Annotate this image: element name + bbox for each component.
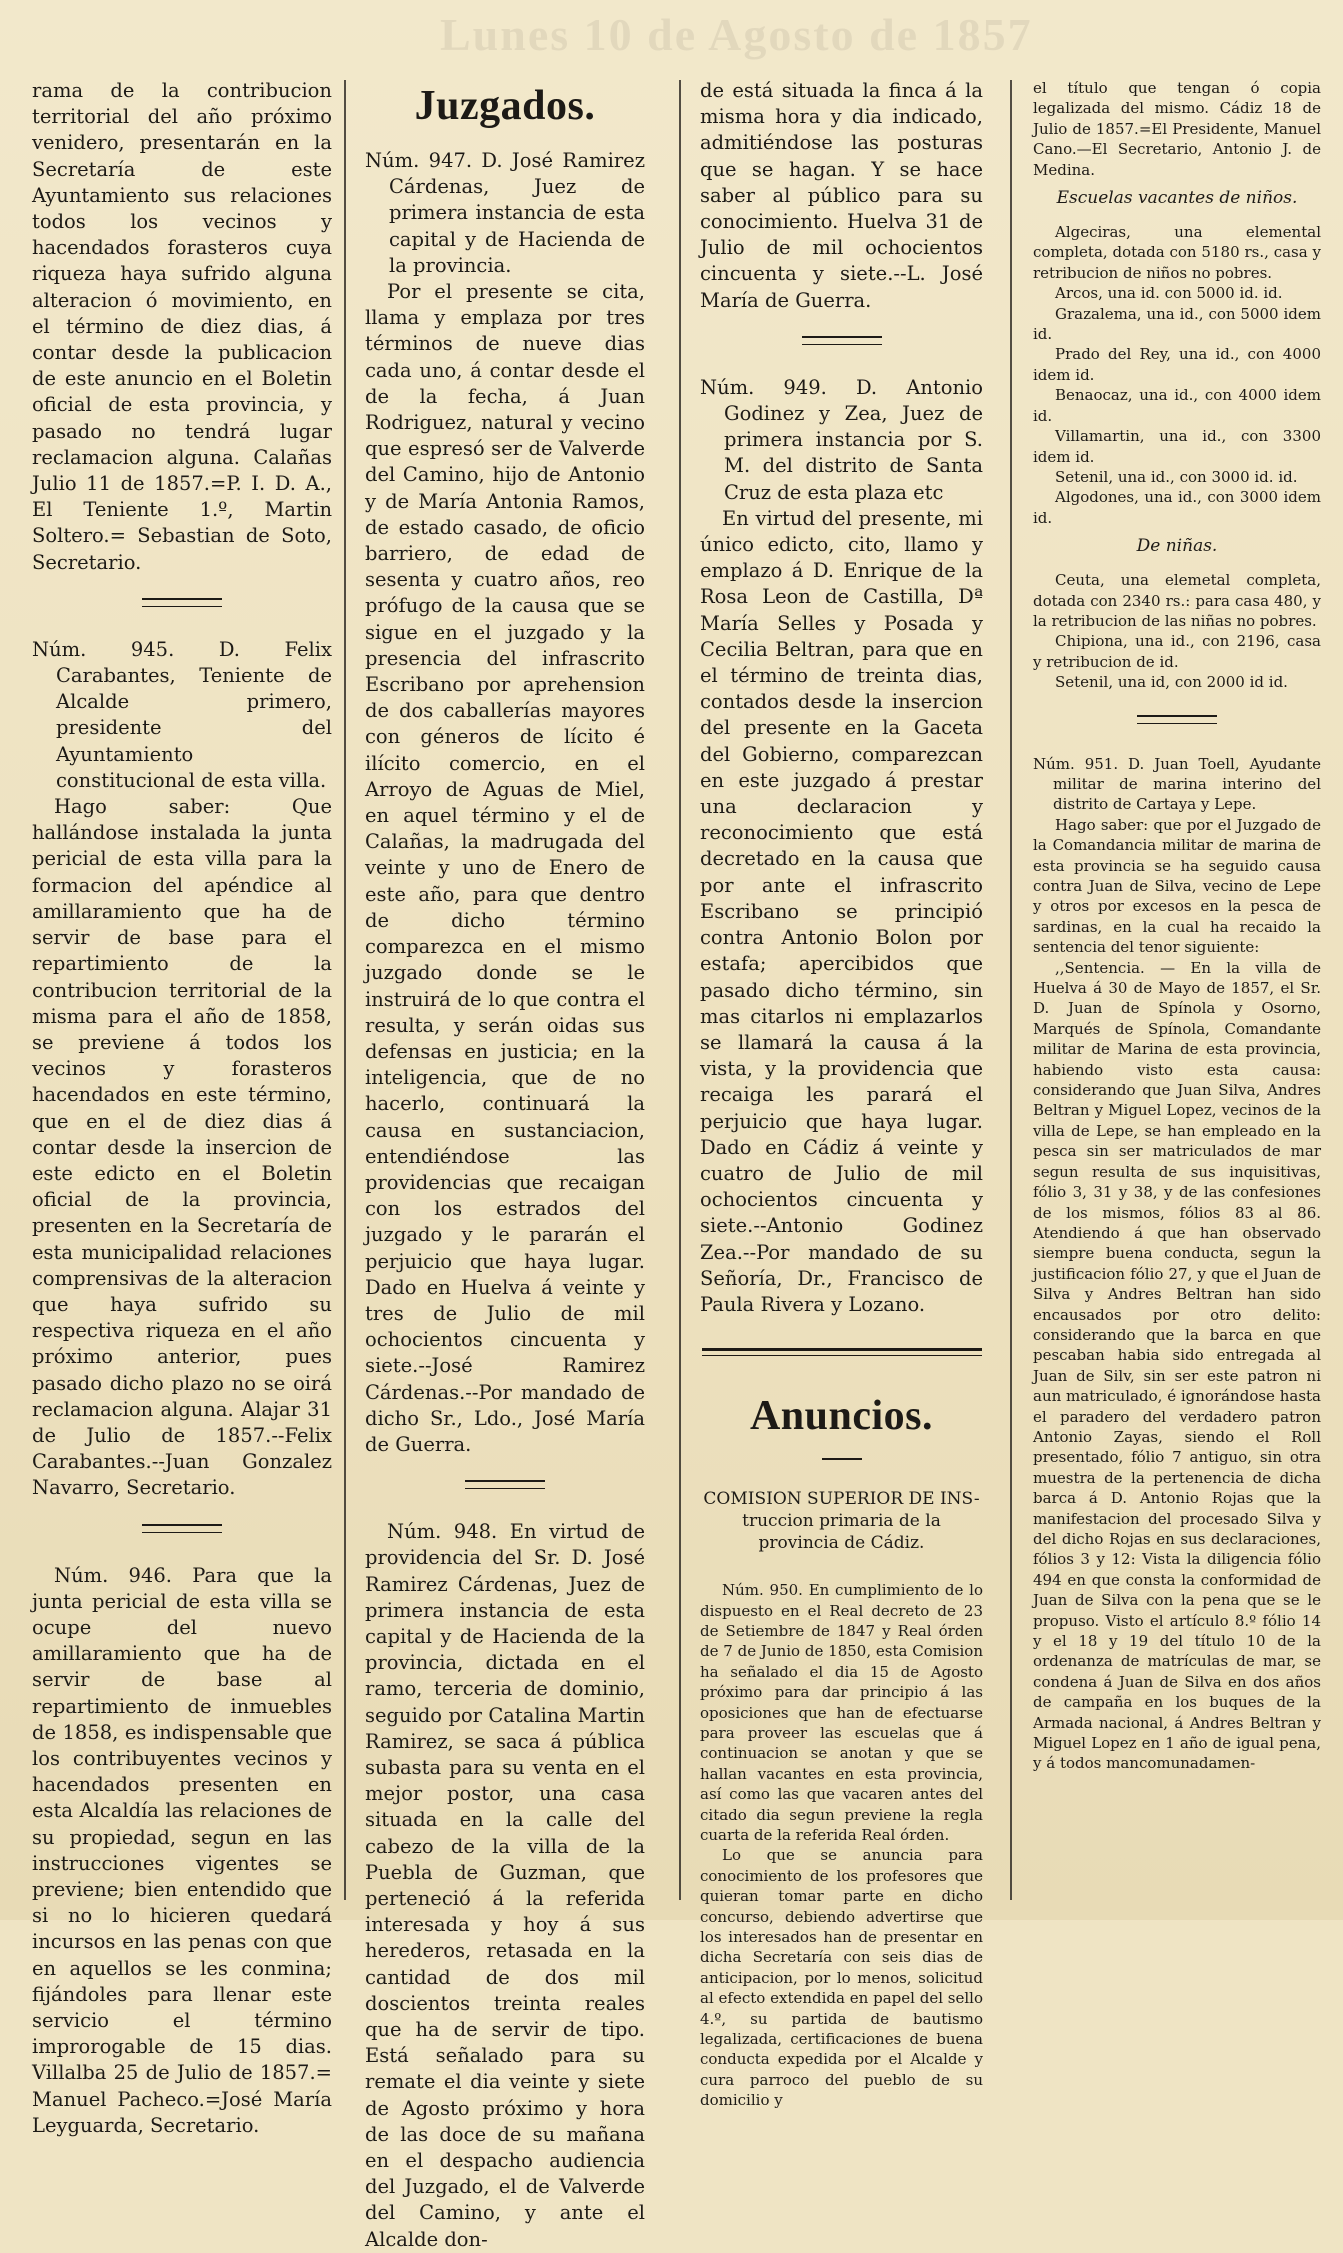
column-rule-2 xyxy=(679,80,681,1900)
notice-949-body: En virtud del presente, mi único edicto, cito, llamo y emplazo á D. Enrique de la Rosa Leon de Castilla, Dª María Selles y Posada y Cecilia Beltran, para que en el término de treinta dias, contados desde la insercion del presente en la Gaceta del Gobierno, comparezcan en este juzgado á prestar una declaracion y reconocimiento que está decretado en la causa que por ante el infrascrito Escribano se principió contra Antonio Bolon por estafa; apercibidos que pasado dicho término, sin mas citarlos ni emplazarlos se llamará la causa á la vista, y la providencia que recaiga les parará el perjuicio que haya lugar. Dado en Cádiz á veinte y cuatro de Julio de mil ochocientos cincuenta y siete.--Antonio Godinez Zea.--Por mandado de su Señoría, Dr., Francisco de Paula Rivera y Lozano. xyxy=(700,506,983,1316)
notice-950-p1: Núm. 950. En cumplimiento de lo dispuesto en el Real decreto de 23 de Setiembre de 1847 y Real órden de 7 de Junio de 1850, esta Comision ha señalado el dia 15 de Agosto próximo para dar principio á las oposiciones que han de efectuarse para proveer las escuelas que á continuacion se anotan y que se hallan vacantes en esta provincia, así como las que vacaren antes del citado dia segun previene la regla cuarta de la referida Real órden. xyxy=(700,1581,983,1845)
section-header-juzgados: Juzgados. xyxy=(414,83,596,129)
column-2 xyxy=(365,78,645,2251)
calanas-notice-tail: rama de la contribucion territorial del año próximo venidero, presentarán en la Secretaría de este Ayuntamiento sus relaciones todos los vecinos y hacendados forasteros cuya riqueza haya sufrido alguna alteracion ó movimiento, en el término de diez dias, á contar desde la publicacion de este anuncio en el Boletin oficial de esta provincia, y pasado no tendrá lugar reclamacion alguna. Calañas Julio 11 de 1857.=P. I. D. A., El Teniente 1.º, Martin Soltero.= Sebastian de Soto, Secretario. xyxy=(32,79,332,574)
vacancy-item: Prado del Rey, una id., con 4000 idem id. xyxy=(1033,345,1321,384)
vacancy-item: Setenil, una id., con 3000 id. id. xyxy=(1055,467,1298,486)
vacancy-item: Ceuta, una elemetal completa, dotada con 2340 rs.: para casa 480, y la retribucion de las niñas no pobres. xyxy=(1033,571,1321,630)
notice-951-heading: Núm. 951. D. Juan Toell, Ayudante militar de marina interino del distrito de Cartaya y Lepe. xyxy=(1033,754,1321,814)
comision-title xyxy=(700,1488,983,1554)
vacancy-item: Algodones, una id., con 3000 idem id. xyxy=(1033,488,1321,527)
masthead-bleed-through: Lunes 10 de Agosto de 1857 xyxy=(440,9,1033,60)
short-rule xyxy=(822,1458,862,1460)
vacancy-item: Villamartin, una id., con 3300 idem id. xyxy=(1033,427,1321,466)
notice-950-tail: el título que tengan ó copia legalizada del mismo. Cádiz 18 de Julio de 1857.=El Presidente, Manuel Cano.—El Secretario, Antonio J. de Medina. xyxy=(1033,79,1321,179)
subheading-ninas: De niñas. xyxy=(1136,536,1218,557)
notice-948-tail: de está situada la finca á la misma hora y dia indicado, admitiéndose las posturas que se hagan. Y se hace saber al público para su conocimiento. Huelva 31 de Julio de mil ochocientos cincuenta y siete.--L. José María de Guerra. xyxy=(700,79,983,312)
notice-948: Núm. 948. En virtud de providencia del Sr. D. José Ramirez Cárdenas, Juez de primera instancia de esta capital y de Hacienda de la provincia, dictada en el ramo, terceria de dominio, seguido por Catalina Martin Ramirez, se saca á pública subasta para su venta en el mejor postor, una casa situada en la calle del cabezo de la villa de la Puebla de Guzman, que perteneció á la referida interesada y hoy á sus herederos, retasada en la cantidad de dos mil doscientos treinta reales que ha de servir de tipo. Está señalado para su remate el dia veinte y siete de Agosto próximo y hora de las doce de su mañana en el despacho audiencia del Juzgado, el de Valverde del Camino, y ante el Alcalde don- xyxy=(365,1520,645,2251)
comision-title-line-2: truccion primaria de la provincia de Cádiz. xyxy=(742,1511,941,1554)
separator-rule xyxy=(142,598,222,607)
vacancy-item: Setenil, una id, con 2000 id id. xyxy=(1055,673,1288,692)
notice-951-p1: Hago saber: que por el Juzgado de la Comandancia militar de marina de esta provincia se ha seguido causa contra Juan de Silva, vecino de Lepe y otros por excesos en la pesca de sardinas, en la cual ha recaido la sentencia del tenor siguiente: xyxy=(1033,815,1321,957)
notice-947-body: Por el presente se cita, llama y emplaza por tres términos de nueve dias cada uno, á contar desde el de la fecha, á Juan Rodriguez, natural y vecino que espresó ser de Valverde del Camino, hijo de Antonio y de María Antonia Ramos, de estado casado, de oficio barriero, de edad de sesenta y cuatro años, reo prófugo de la causa que se sigue en el juzgado y la presencia del infrascrito Escribano por aprehension de dos caballerías mayores con géneros de lícito é ilícito comercio, en el Arroyo de Aguas de Miel, en aquel término y el de Calañas, la madrugada del veinte y uno de Enero de este año, para que dentro de dicho término comparezca en el mismo juzgado donde se le instruirá de lo que contra el resulta, y serán oidas sus defensas en justicia; en la inteligencia, que de no hacerlo, continuará la causa en sustanciacion, entendiéndose las providencias que recaigan con los estrados del juzgado y le pararán el perjuicio que haya lugar. Dado en Huelva á veinte y tres de Julio de mil ochocientos cincuenta y siete.--José Ramirez Cárdenas.--Por mandado de dicho Sr., Ldo., José María de Guerra. xyxy=(365,280,645,1456)
notice-945-heading: Núm. 945. D. Felix Carabantes, Teniente de Alcalde primero, presidente del Ayuntamiento constitucional de esta villa. xyxy=(32,637,332,792)
separator-rule xyxy=(1137,715,1217,724)
column-4 xyxy=(1033,78,1321,1908)
separator-rule xyxy=(802,336,882,345)
column-rule-3 xyxy=(1010,80,1012,1900)
notice-946: Núm. 946. Para que la junta pericial de esta villa se ocupe del nuevo amillaramiento que ha de servir de base al repartimiento de inmuebles de 1858, es indispensable que los contribuyentes vecinos y hacendados presenten en esta Alcaldía las relaciones de su propiedad, segun en las instrucciones vigentes se previene; bien entendido que si no lo hicieren quedará incursos en las penas con que en aquellos se les conmina; fijándoles para llenar este servicio el término improrogable de 15 dias. Villalba 25 de Julio de 1857.= Manuel Pacheco.=José María Leyguarda, Secretario. xyxy=(32,1563,332,2137)
notice-947-heading: Núm. 947. D. José Ramirez Cárdenas, Juez de primera instancia de esta capital y de Hacienda de la provincia. xyxy=(365,149,645,277)
comision-title-line-1: COMISION SUPERIOR DE INS- xyxy=(703,1489,980,1510)
section-header-anuncios: Anuncios. xyxy=(749,1393,934,1440)
notice-950-p2: Lo que se anuncia para conocimiento de los profesores que quieran tomar parte en dicho concurso, debiendo advertirse que los interesados han de presentar en dicha Secretaría con seis dias de anticipacion, por lo menos, solicitud al efecto extendida en papel del sello 4.º, su partida de bautismo legalizada, certificaciones de buena conducta expedida por el Alcalde y cura parroco del pueblo de su domicilio y xyxy=(700,1846,983,2110)
subheading-ninos: Escuelas vacantes de niños. xyxy=(1056,188,1298,209)
column-1 xyxy=(32,78,332,2137)
separator-rule xyxy=(142,1524,222,1533)
vacancy-item: Grazalema, una id., con 5000 idem id. xyxy=(1033,304,1321,344)
vacancy-item: Algeciras, una elemental completa, dotada con 5180 rs., casa y retribucion de niños no pobres. xyxy=(1033,223,1321,282)
notice-951-sentence: ,,Sentencia. — En la villa de Huelva á 30 de Mayo de 1857, el Sr. D. Juan de Spínola y Osorno, Marqués de Spínola, Comandante militar de Marina de esta provincia, habiendo visto esta causa: considerando que Juan Silva, Andres Beltran y Miguel Lopez, vecinos de la villa de Lepe, se han empleado en la pesca sin ser matriculados de mar segun resulta de sus inquisitivas, fólio 3, 31 y 38, y de las confesiones de los mismos, fólios 83 al 86. Atendiendo á que han observado siempre buena conducta, segun la justificacion fólio 27, y que el Juan de Silva y Andres Beltran han sido encausados por otro delito: considerando que la barca en que pescaban habia sido entregada al Juan de Silv, sin ser este patron ni aun matriculado, é ignorándose hasta el paradero del verdadero patron Antonio Zayas, siendo el Roll presentado, fólio 7 antiguo, sin otra muestra de la pertenencia de dicha barca á D. Antonio Rojas que la manifestacion del procesado Silva y del dicho Rojas en sus declaraciones, fólios 3 y 12: Vista la diligencia fólio 494 en que consta la conformidad de Juan de Silva con la pena que se le propuso. Visto el artículo 8.º fólio 14 y el 18 y 19 del título 10 de la ordenanza de matrículas de mar, se condena á Juan de Silva en dos años de campaña en los buques de la Armada nacional, á Andres Beltran y Miguel Lopez en 1 año de igual pena, y á todos mancomunadamen- xyxy=(1033,958,1321,1773)
notice-949-heading: Núm. 949. D. Antonio Godinez y Zea, Juez de primera instancia por S. M. del distrito de Santa Cruz de esta plaza etc xyxy=(700,375,983,504)
vacancy-item: Benaocaz, una id., con 4000 idem id. xyxy=(1033,386,1321,425)
double-rule xyxy=(702,1348,982,1356)
column-rule-1 xyxy=(344,80,346,1900)
notice-945-body: Hago saber: Que hallándose instalada la junta pericial de esta villa para la formacion del apéndice al amillaramiento que ha de servir de base para el repartimiento de la contribucion territorial de la misma para el año de 1858, se previene á todos los vecinos y forasteros hacendados en este término, que en el de diez dias á contar desde la insercion de este edicto en el Boletin oficial de la provincia, presenten en la Secretaría de esta municipalidad relaciones comprensivas de la alteracion que haya sufrido su respectiva riqueza en el año próximo anterior, pues pasado dicho plazo no se oirá reclamacion alguna. Alajar 31 de Julio de 1857.--Felix Carabantes.--Juan Gonzalez Navarro, Secretario. xyxy=(32,795,332,1500)
vacancy-item: Chipiona, una id., con 2196, casa y retribucion de id. xyxy=(1033,632,1321,671)
separator-rule xyxy=(465,1480,545,1489)
vacancy-item: Arcos, una id. con 5000 id. id. xyxy=(1055,284,1283,303)
column-3 xyxy=(700,78,983,2110)
